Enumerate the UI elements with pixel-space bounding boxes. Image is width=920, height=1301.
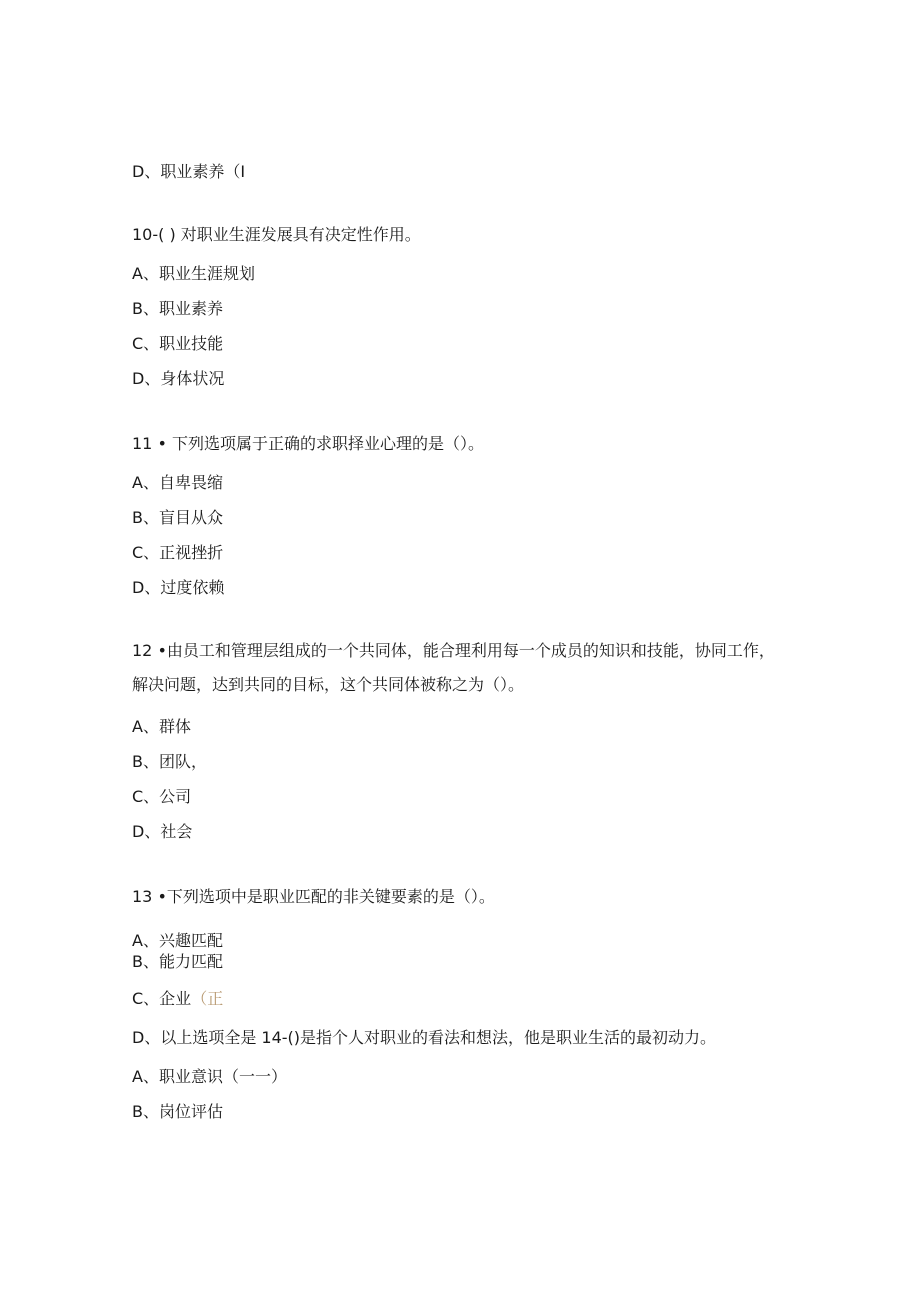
q10-option-a: A、职业生涯规划 [132,264,255,283]
q12-option-a: A、群体 [132,717,191,736]
q11-option-a: A、自卑畏缩 [132,473,223,492]
q13-option-c-faint: （正 [191,989,224,1008]
q10-option-d: D、身体状况 [132,369,225,388]
q13-option-b: B、能力匹配 [132,952,223,971]
question-13-stem: 13 •下列选项中是职业匹配的非关键要素的是（）。 [132,887,495,906]
q14-option-b: B、岗位评估 [132,1102,223,1121]
option-d-prev: D、职业素养（I [132,162,246,181]
q11-option-c: C、正视挫折 [132,543,224,562]
question-11-stem: 11 • 下列选项属于正确的求职择业心理的是（）。 [132,434,484,453]
q11-option-b: B、盲目从众 [132,508,223,527]
question-10-stem: 10-( ) 对职业生涯发展具有决定性作用。 [132,225,421,244]
q13-option-a: A、兴趣匹配 [132,931,223,950]
q14-option-a: A、职业意识（一一） [132,1067,287,1086]
q12-option-c: C、公司 [132,787,192,806]
q13-option-d-and-question-14: D、以上选项全是 14-()是指个人对职业的看法和想法，他是职业生活的最初动力。 [132,1028,717,1047]
q10-option-b: B、职业素养 [132,299,223,318]
q12-option-d: D、社会 [132,822,193,841]
q13-option-c [132,989,223,1009]
q10-option-c: C、职业技能 [132,334,224,353]
q13-option-c-text: C、企业 [132,989,192,1008]
question-12-stem: 12 •由员工和管理层组成的一个共同体，能合理利用每一个成员的知识和技能，协同工作，解决问题，达到共同的目标，这个共同体被称之为（）。 [132,641,775,694]
q12-option-b: B、团队， [132,752,207,771]
q11-option-d: D、过度依赖 [132,578,225,597]
